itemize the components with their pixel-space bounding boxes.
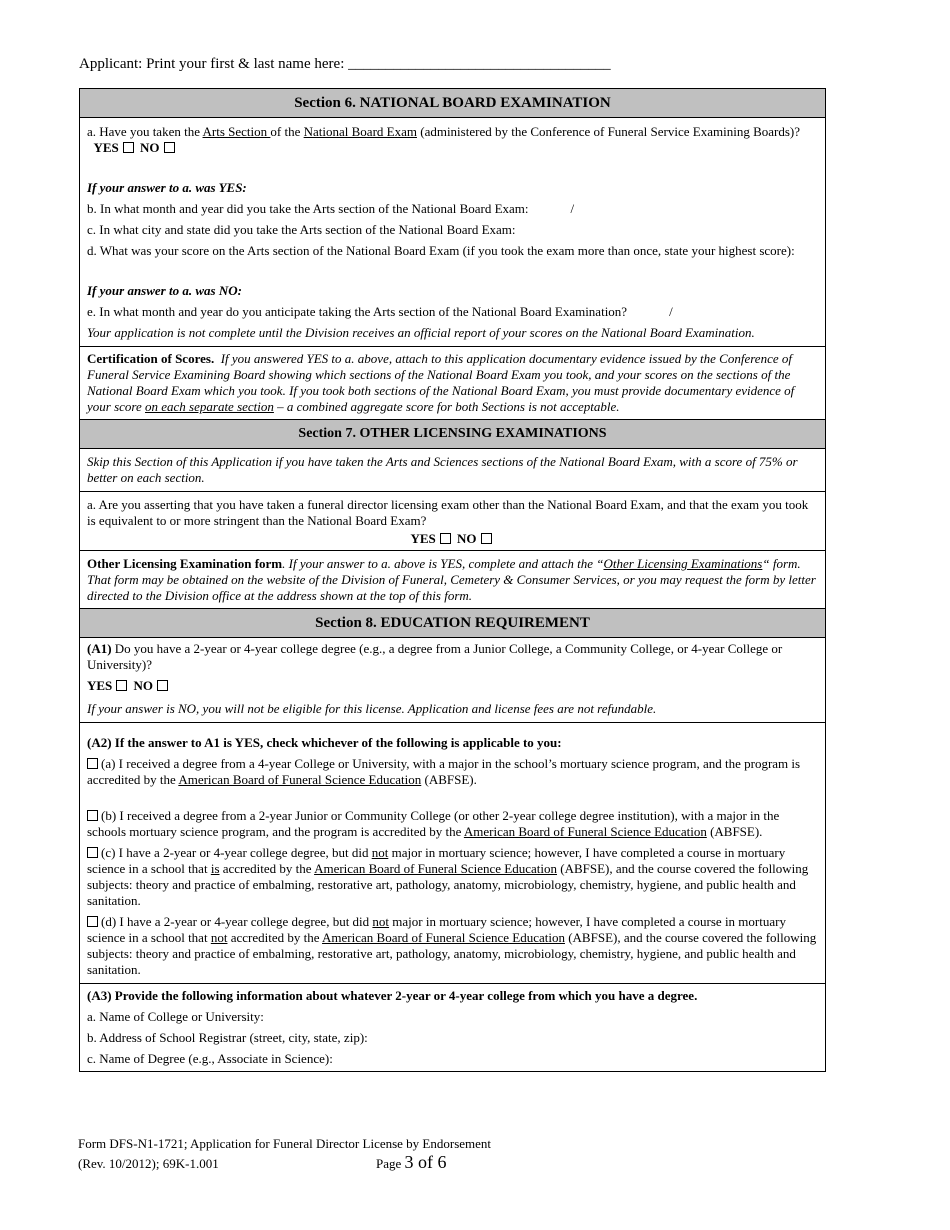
section-7-skip-note: Skip this Section of this Application if you have taken the Arts and Sciences sections of the National Board Exam, with a score of 75% or better on each section. — [80, 449, 825, 492]
question-6a: a. Have you taken the Arts Section of the National Board Exam (administered by the Conference of Funeral Service Examining Boards)? YES NO — [87, 124, 800, 155]
section-8-heading: Section 8. EDUCATION REQUIREMENT — [80, 609, 825, 638]
a3-heading: (A3) Provide the following information about whatever 2-year or 4-year college from which you have a degree. — [87, 988, 698, 1003]
no-label: NO — [457, 531, 477, 546]
other-licensing-examinations-link[interactable]: Other Licensing Examinations — [603, 556, 763, 571]
completion-notice: Your application is not complete until the Division receives an official report of your scores on the National Board Examination. — [87, 325, 755, 340]
a2-option-b: (b) I received a degree from a 2-year Junior or Community College (or other 2-year college degree institution), with a major in the schools mortuary science program, and the program is accredited by the American Board of Funeral Science Education (ABFSE). — [87, 808, 780, 839]
no-checkbox-a1[interactable] — [157, 680, 168, 691]
yes-checkbox-7a[interactable] — [440, 533, 451, 544]
a2-option-c: (c) I have a 2-year or 4-year college degree, but did not major in mortuary science; however, I have completed a course in mortuary science in a school that is accredited by the American Board of Funeral Science Education (ABFSE), and the course covered the following subjects: theory and practice of embalming, restorative art, pathology, anatomy, microbiology, chemistry, hygiene, and public health and sanitation. — [87, 845, 809, 908]
yes-followup-heading: If your answer to a. was YES: — [87, 180, 247, 195]
a2-option-a: (a) I received a degree from a 4-year College or University, with a major in the school’s mortuary science program, and the program is accredited by the American Board of Funeral Science Education (ABFSE). — [87, 756, 801, 787]
form-id-footer: Form DFS-N1-1721; Application for Funeral Director License by Endorsement — [78, 1136, 492, 1151]
certification-of-scores: Certification of Scores. If you answered YES to a. above, attach to this application documentary evidence issued by the Conference of Funeral Service Examining Board showing which sections of the National Board Exam you took, and your scores on the sections of the National Board Exam which you took. If you took both sections of the National Board Exam, you must provide documentary evidence of your score on each separate section – a combined aggregate score for both Sections is not acceptable. — [80, 347, 825, 420]
a3-registrar-address[interactable]: b. Address of School Registrar (street, city, state, zip): — [87, 1030, 368, 1045]
question-6b[interactable]: b. In what month and year did you take the Arts section of the National Board Exam: / — [87, 201, 575, 216]
yes-label: YES — [410, 531, 436, 546]
a2-heading: (A2) If the answer to A1 is YES, check whichever of the following is applicable to you: — [87, 735, 562, 750]
no-checkbox-7a[interactable] — [481, 533, 492, 544]
yes-checkbox-6a[interactable] — [123, 142, 134, 153]
question-7a: a. Are you asserting that you have taken a funeral director licensing exam other than the National Board Exam, and that the exam you took is equivalent to or more stringent than the National Board Exam? YES NO — [80, 492, 825, 551]
a2-option-d: (d) I have a 2-year or 4-year college degree, but did not major in mortuary science; however, I have completed a course in mortuary science in a school that not accredited by the American Board of Funeral Science Education (ABFSE), and the course covered the following subjects: theory and practice of embalming, restorative art, pathology, anatomy, microbiology, chemistry, hygiene, and public health and sanitation. — [87, 914, 817, 977]
question-a1: (A1) Do you have a 2-year or 4-year college degree (e.g., a degree from a Junior College, a Community College, or 4-year College or University)? YES NO If your answer is NO, you will not be eligible for this license. Application and license fees are not refundable. — [80, 638, 825, 723]
a3-degree-name[interactable]: c. Name of Degree (e.g., Associate in Science): — [87, 1051, 333, 1066]
a2-checkbox-a[interactable] — [87, 758, 98, 769]
a2-checkbox-b[interactable] — [87, 810, 98, 821]
yes-checkbox-a1[interactable] — [116, 680, 127, 691]
question-a2 — [80, 723, 825, 984]
yes-label: YES — [93, 140, 119, 155]
a3-college-name[interactable]: a. Name of College or University: — [87, 1009, 264, 1024]
yes-label: YES — [87, 678, 113, 693]
form-revision-footer: (Rev. 10/2012); 69K-1.001 — [78, 1156, 219, 1171]
no-checkbox-6a[interactable] — [164, 142, 175, 153]
section-7-heading: Section 7. OTHER LICENSING EXAMINATIONS — [80, 420, 825, 449]
no-label: NO — [140, 140, 160, 155]
section-6-questions — [80, 118, 825, 347]
section-6-heading: Section 6. NATIONAL BOARD EXAMINATION — [80, 89, 825, 118]
question-6e[interactable]: e. In what month and year do you anticipate taking the Arts section of the National Board Examination? / — [87, 304, 673, 319]
a2-checkbox-d[interactable] — [87, 916, 98, 927]
question-6c[interactable]: c. In what city and state did you take the Arts section of the National Board Exam: — [87, 222, 516, 237]
question-6d[interactable]: d. What was your score on the Arts section of the National Board Exam (if you took the exam more than once, state your highest score): — [87, 243, 795, 258]
no-label: NO — [133, 678, 154, 693]
application-form-page — [79, 88, 826, 1072]
a1-eligibility-note: If your answer is NO, you will not be eligible for this license. Application and license fees are not refundable. — [87, 701, 657, 716]
page-number: Page 3 of 6 — [376, 1152, 447, 1172]
a2-checkbox-c[interactable] — [87, 847, 98, 858]
applicant-name-line[interactable]: Applicant: Print your first & last name here: ___________________________________ — [79, 56, 611, 72]
question-a3 — [80, 984, 825, 1071]
other-licensing-exam-form-note: Other Licensing Examination form. If your answer to a. above is YES, complete and attach the “Other Licensing Examinations“ form. That form may be obtained on the website of the Division of Funeral, Cemetery & Consumer Services, or you may request the form by letter directed to the Division office at the address shown at the top of this form. — [80, 551, 825, 609]
no-followup-heading: If your answer to a. was NO: — [87, 283, 242, 298]
